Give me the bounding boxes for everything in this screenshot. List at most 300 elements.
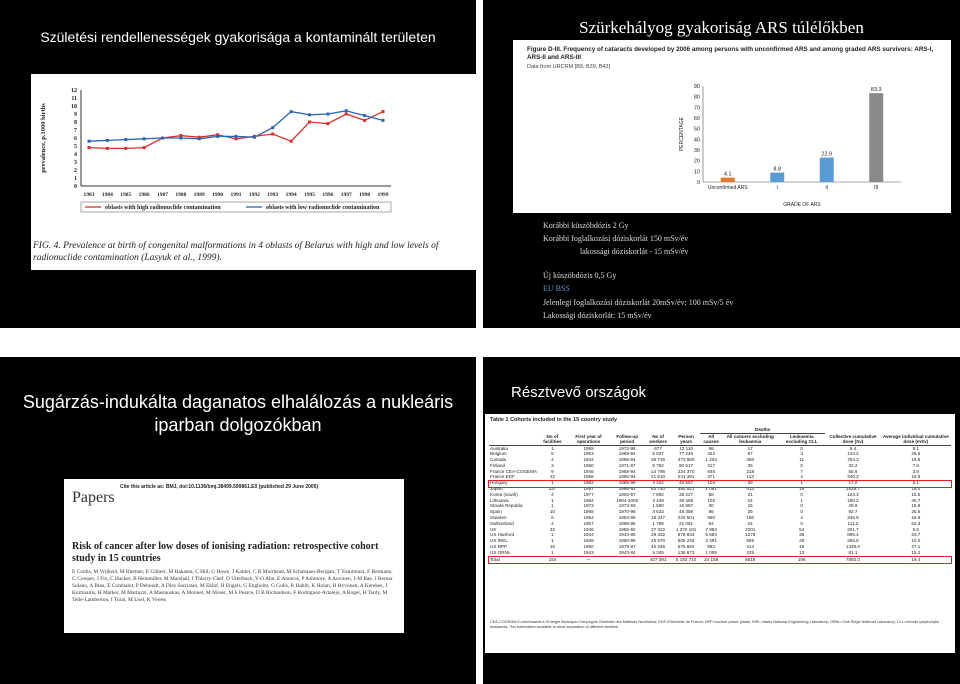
data-point xyxy=(253,136,256,139)
x-tick-label: 1990 xyxy=(212,192,224,198)
table-cell: 111.2 xyxy=(847,520,859,526)
table-cell: — xyxy=(586,556,591,562)
x-tick-label: 1988 xyxy=(175,192,187,198)
data-point xyxy=(143,146,146,149)
paper-title: Risk of cancer after low doses of ionising radiation: retrospective cohort study in 15 countries xyxy=(72,541,379,564)
x-tick-label: 1994 xyxy=(285,192,297,198)
slide-title: Sugárzás-indukálta daganatos elhalálozás a nukleáris iparban dolgozókban xyxy=(22,392,454,435)
table-cell: 1954 xyxy=(583,515,594,521)
table-cell: Korea (south) xyxy=(490,491,518,497)
table-cell: 6 xyxy=(551,515,554,521)
y-tick-label: 7 xyxy=(74,128,77,134)
table-cell: 32 xyxy=(549,526,555,532)
x-tick-label: 1984 xyxy=(101,192,113,198)
table-cell: 9 xyxy=(551,468,554,474)
table-cell: 136 673 xyxy=(677,549,695,555)
table-cell: 66 xyxy=(708,509,714,515)
table-cell: 895.4 xyxy=(847,532,859,538)
table-cell: 7892.0 xyxy=(845,556,860,562)
y-tick-label: 90 xyxy=(693,84,700,90)
x-tick-label: 1989 xyxy=(193,192,205,198)
table-cell: 81.1 xyxy=(848,549,858,555)
table-cell: 104 xyxy=(707,480,715,486)
table-cell: 0 xyxy=(800,503,803,509)
table-cell: 18.8 xyxy=(911,503,921,509)
table-cell: 1 091 xyxy=(705,486,717,492)
table-cell: 22 051 xyxy=(679,520,694,526)
table-cell: 40.7 xyxy=(911,497,921,503)
y-axis-label: PERCENTAGE xyxy=(679,116,685,152)
table-cell: Switzerland xyxy=(490,520,514,526)
table-cell: 1 009 xyxy=(705,549,717,555)
table-cell: 27.1 xyxy=(911,544,921,550)
table-cell: 180.2 xyxy=(847,497,859,503)
table-cell: 1984 xyxy=(583,497,594,503)
table-cell: 1 xyxy=(551,549,554,555)
y-tick-label: 20 xyxy=(693,158,700,165)
table-cell: 256.6 xyxy=(847,538,859,544)
table-cell: 36 736 xyxy=(651,457,666,463)
x-tick-label: Unconfirmed ARS xyxy=(707,185,748,191)
table-cell: 3 xyxy=(551,462,554,468)
data-point xyxy=(326,113,329,116)
table-cell: Lithuania xyxy=(490,497,509,503)
table-cell: 40 346 xyxy=(651,544,666,550)
data-point xyxy=(363,119,366,122)
table-cell: 123.3 xyxy=(847,491,859,497)
table-cell: 113 xyxy=(746,474,754,480)
table-cell: 24 xyxy=(747,520,753,526)
paper-section-label: Papers xyxy=(72,489,115,506)
y-tick-label: 80 xyxy=(693,94,700,101)
table-cell: 1984-2000 xyxy=(616,497,639,503)
data-point xyxy=(308,113,311,116)
table-cell: 1972-98 xyxy=(618,445,636,451)
table-cell: UK xyxy=(490,526,497,532)
malformation-line-chart xyxy=(31,74,476,238)
slide-title: Születési rendellenességek gyakorisága a kontaminált területen xyxy=(40,29,436,45)
table-cell: 677 xyxy=(654,445,662,451)
table-cell: Canada xyxy=(490,457,507,463)
table-cell: 4 429 xyxy=(652,497,664,503)
table-cell: 24 158 xyxy=(704,556,719,562)
column-header: Person years xyxy=(672,433,700,445)
column-header: All cancers excluding leukaemia xyxy=(722,433,778,445)
cohort-table xyxy=(489,427,951,562)
table-cell: 5.1 xyxy=(912,480,919,486)
table-cell: 1956 xyxy=(583,474,594,480)
table-cell: 18.2 xyxy=(911,486,921,492)
table-cell: 660 xyxy=(707,515,715,521)
y-tick-label: 6 xyxy=(74,136,77,142)
figure-caption: FIG. 4. Prevalence at birth of congenital malformations in 4 oblasts of Belarus with high and low levels of radionuclide contamination (Lasyuk et al., 1999). xyxy=(33,241,439,263)
data-point xyxy=(88,146,91,149)
table-cell: 18 347 xyxy=(651,515,666,521)
table-cell: 1 xyxy=(800,497,803,503)
x-tick-label: 1987 xyxy=(157,192,168,198)
table-cell: 1968-94 xyxy=(618,468,636,474)
x-tick-label: 1997 xyxy=(340,192,352,198)
legend-label-high: oblasts with high radionuclide contamination xyxy=(105,205,221,211)
table-cell: 1 590 xyxy=(652,503,664,509)
table-cell: 1982 xyxy=(583,480,594,486)
bar xyxy=(869,93,883,182)
table-cell: 7 892 xyxy=(652,491,664,497)
y-tick-label: 50 xyxy=(693,126,700,133)
table-cell: 4 xyxy=(551,457,554,463)
table-cell: 1 xyxy=(551,532,554,538)
table-cell: 1956-94 xyxy=(618,457,636,463)
info-line: Korábbi küszöbdózis 2 Gy xyxy=(543,221,629,230)
x-tick-label: II xyxy=(825,185,829,191)
table-cell: 10 xyxy=(549,509,555,515)
info-line: Korábbi foglalkozási dóziskorlát 150 mSv/év xyxy=(543,234,689,243)
malformation-figure xyxy=(31,74,476,270)
y-tick-label: 8 xyxy=(74,120,77,126)
info-line: Jelenlegi foglalkozási dóziskorlát 20mSv/év; 100 mSv/5 év xyxy=(543,298,734,307)
data-point xyxy=(161,137,164,140)
column-header: Average individual cumulative dose (mSv) xyxy=(881,433,951,445)
column-header xyxy=(489,433,538,445)
y-tick-label: 12 xyxy=(71,88,77,94)
table-cell: US NPP xyxy=(490,544,508,550)
table-cell: 4 xyxy=(800,474,803,480)
data-point xyxy=(124,138,127,141)
table-cell: 1944-86 xyxy=(618,532,636,538)
table-cell: 17.0 xyxy=(848,480,858,486)
table-cell: 90 517 xyxy=(679,462,694,468)
table-cell: 17 xyxy=(747,445,753,451)
table-cell: 3 491 xyxy=(705,538,717,544)
y-tick-label: 2 xyxy=(74,168,77,174)
table-cell: 25.5 xyxy=(911,509,921,515)
x-tick-label: I xyxy=(776,185,778,191)
table-cell: US INEL xyxy=(490,538,508,544)
table-cell: 77 246 xyxy=(679,451,694,457)
table-cell: 35 xyxy=(799,532,805,538)
y-tick-label: 10 xyxy=(71,104,77,110)
data-label: 83.3 xyxy=(870,87,882,94)
table-cell: 1960-95 xyxy=(618,538,636,544)
table-cell: 345.8 xyxy=(847,515,859,521)
table-cell: 15.2 xyxy=(911,549,921,555)
table-cell: 1338.0 xyxy=(845,544,860,550)
table-cell: 15 xyxy=(747,503,753,509)
table-cell: 24 xyxy=(747,497,753,503)
table-cell: Total xyxy=(490,556,500,562)
table-cell: 87 xyxy=(747,451,753,457)
table-cell: 1944 xyxy=(583,532,594,538)
table-cell: 314 xyxy=(746,544,755,550)
table-cell: 576 682 xyxy=(677,544,695,550)
table-cell: 350 521 xyxy=(677,486,695,492)
table-cell: 56 xyxy=(708,445,714,451)
x-tick-label: 1999 xyxy=(377,192,389,198)
data-point xyxy=(235,135,238,138)
data-label: 22.9 xyxy=(821,151,833,158)
table-cell: 8.1 xyxy=(912,445,919,451)
table-cell: 15 xyxy=(549,544,555,550)
table-cell: 1973 xyxy=(583,503,594,509)
table-cell: 1965-94 xyxy=(618,474,636,480)
slide-title: Szürkehályog gyakoriság ARS túlélőkben xyxy=(579,18,864,37)
data-point xyxy=(106,147,109,150)
table-cell: 1969-94 xyxy=(618,451,636,457)
data-point xyxy=(382,119,385,122)
table-cell: France EDF xyxy=(490,474,515,480)
table-cell: 201.7 xyxy=(847,526,859,532)
table-cell: 4 xyxy=(800,515,803,521)
table-cell: 224 370 xyxy=(677,468,695,474)
y-tick-label: 60 xyxy=(693,116,700,122)
table-cell: 1279 xyxy=(745,532,756,538)
table-cell: 1960 xyxy=(583,462,594,468)
table-cell: 3 322 xyxy=(652,480,664,486)
y-tick-label: 5 xyxy=(74,144,77,150)
table-cell: 754.3 xyxy=(847,457,859,463)
table-cell: 0 xyxy=(800,520,803,526)
table-caption: Table 1 Cohorts included in the 15 country study xyxy=(490,417,618,423)
table-cell: 1 370 101 xyxy=(675,526,697,532)
table-cell: 5 792 xyxy=(652,462,664,468)
table-cell: 5 xyxy=(551,451,554,457)
table-cell: 666 xyxy=(746,538,755,544)
x-tick-label: 1983 xyxy=(83,192,95,198)
table-cell: 25 570 xyxy=(651,538,666,544)
table-cell: 317 xyxy=(707,462,715,468)
column-header: Leukaemia excluding CLL xyxy=(778,433,825,445)
deaths-header: Deaths xyxy=(700,427,825,433)
table-cell: 5 345 xyxy=(652,549,664,555)
table-cell: 1 xyxy=(551,497,554,503)
x-tick-label: 1991 xyxy=(230,192,242,198)
table-cell: 1954-96 xyxy=(618,515,636,521)
data-point xyxy=(198,137,201,140)
table-cell: 1943-84 xyxy=(618,549,636,555)
table-cell: 13 xyxy=(799,549,805,555)
series-line xyxy=(89,112,383,149)
table-cell: 1944 xyxy=(583,457,594,463)
table-cell: 15.8 xyxy=(911,474,921,480)
info-line-eu: EU BSS xyxy=(543,284,570,293)
y-tick-label: 1 xyxy=(74,176,77,182)
data-point xyxy=(271,126,274,129)
column-header: Collective cumulative dose (Sv) xyxy=(825,433,880,445)
table-cell: 407 391 xyxy=(649,556,667,562)
table-cell: 10.0 xyxy=(911,538,921,544)
y-tick-label: 3 xyxy=(74,160,77,166)
table-cell: 0 xyxy=(800,462,803,468)
table-cell: 36 227 xyxy=(679,491,694,497)
cataract-bar-chart xyxy=(513,40,951,213)
table-cell: 30 xyxy=(708,503,714,509)
table-cell: 1971-97 xyxy=(618,462,636,468)
data-point xyxy=(382,110,385,113)
paper-excerpt xyxy=(64,479,404,633)
data-point xyxy=(308,121,311,124)
table-cell: 5 564 xyxy=(705,532,717,538)
table-cell: 1959 xyxy=(583,445,594,451)
slide-title: Résztvevő országok xyxy=(511,384,647,401)
table-cell: 15 997 xyxy=(679,503,694,509)
column-header: First year of operations xyxy=(567,433,610,445)
table-cell: Hungary xyxy=(490,480,508,486)
table-cell: 983 xyxy=(707,544,715,550)
table-cell: 1955-92 xyxy=(618,526,636,532)
table-cell: 1 204 xyxy=(705,457,717,463)
figure-source: Data from URCRM [B9, B39, B42] xyxy=(527,64,611,70)
data-point xyxy=(345,113,348,116)
table-cell: 340.2 xyxy=(847,474,859,480)
table-cell: 1960 xyxy=(583,544,594,550)
table-cell: 21 510 xyxy=(651,474,666,480)
table-cell: 322 xyxy=(707,451,715,457)
data-label: 4.1 xyxy=(723,171,732,178)
table-cell: 7 983 xyxy=(705,526,717,532)
table-cell: Belgium xyxy=(490,451,507,457)
table-cell: 241 391 xyxy=(677,474,695,480)
table-cell: 33.2 xyxy=(848,462,858,468)
table-cell: 678 833 xyxy=(677,532,695,538)
y-tick-label: 40 xyxy=(693,137,700,144)
table-cell: 1 xyxy=(551,503,554,509)
table-cell: 19 xyxy=(799,486,805,492)
y-tick-label: 10 xyxy=(693,169,700,176)
x-tick-label: 1992 xyxy=(248,192,260,198)
table-cell: 1985-96 xyxy=(618,480,636,486)
table-cell: 1977 xyxy=(583,491,594,497)
table-cell: 1 xyxy=(551,480,554,486)
table-cell: Japan xyxy=(490,486,503,492)
table-cell: 18.8 xyxy=(911,515,921,521)
table-cell: 220 501 xyxy=(677,515,695,521)
table-cell: US ORNL xyxy=(490,549,511,555)
x-tick-label: 1996 xyxy=(322,192,334,198)
table-cell: France CEA-COGEMA xyxy=(490,468,537,474)
table-cell: 1970-96 xyxy=(618,509,636,515)
table-cell: Australia xyxy=(490,445,508,451)
table-cell: 55.6 xyxy=(848,468,858,474)
data-label: 8.8 xyxy=(773,166,782,173)
table-cell: 154 xyxy=(548,556,557,562)
table-cell: 2201 xyxy=(745,526,756,532)
table-cell: 29.9 xyxy=(848,503,858,509)
table-cell: 46 358 xyxy=(679,509,694,515)
table-cell: 83 740 xyxy=(651,486,666,492)
table-cell: 1943 xyxy=(583,549,594,555)
table-cell: 3 xyxy=(800,451,803,457)
table-cell: Spain xyxy=(490,509,502,515)
table-cell: 28 xyxy=(799,538,805,544)
data-point xyxy=(271,133,274,136)
table-cell: 1969-95 xyxy=(618,520,636,526)
table-footnote: CEA-COGEMA=Commissariat à l'Energie Atomique-Compagnie Générale des Matières Nucléaires; EDF=Electricité de France; NPP=nuclear power plants; INEL=Idaho National Engineering Laboratory; ORNL=Oak Ridge National Laboratory; CLL=chronic lymphocytic leukaemia. *No information available to allow separation of different facilities. xyxy=(490,620,940,629)
x-tick-label: 1986 xyxy=(138,192,150,198)
data-point xyxy=(143,137,146,140)
table-cell: 1 xyxy=(800,480,803,486)
table-cell: 5 192 710 xyxy=(675,556,697,562)
table-cell: 38 458 xyxy=(679,497,694,503)
table-cell: 12 110 xyxy=(679,445,693,451)
table-cell: 0 xyxy=(800,509,803,515)
data-point xyxy=(290,140,293,143)
table-cell: 1 xyxy=(551,538,554,544)
table-cell: 196 xyxy=(797,556,806,562)
table-cell: 218 xyxy=(746,468,755,474)
info-line: Új küszöbdózis 0,5 Gy xyxy=(543,271,617,280)
y-tick-label: 9 xyxy=(74,112,77,118)
table-cell: 4 xyxy=(551,491,554,497)
table-cell: 58 xyxy=(708,491,714,497)
data-point xyxy=(290,110,293,113)
table-cell: 190 xyxy=(746,515,755,521)
data-point xyxy=(345,109,348,112)
table-cell: 1957 xyxy=(583,520,594,526)
table-cell: 15.5 xyxy=(911,491,921,497)
table-cell: 64 xyxy=(708,520,714,526)
table-cell: 29 332 xyxy=(651,532,666,538)
x-tick-label: 1993 xyxy=(267,192,279,198)
data-point xyxy=(216,135,219,138)
slide-malformations xyxy=(0,0,476,328)
table-cell: Slovak Republic xyxy=(490,503,523,509)
table-cell: 371 xyxy=(707,474,715,480)
data-point xyxy=(179,137,182,140)
cohort-table-figure xyxy=(485,414,955,653)
table-cell: 39 xyxy=(747,480,753,486)
table-cell: 1992-97 xyxy=(618,491,636,497)
table-cell: Sweden xyxy=(490,515,507,521)
column-header: Follow-up period xyxy=(610,433,644,445)
table-cell: 54 xyxy=(799,526,805,532)
table-cell: 92.7 xyxy=(848,509,858,515)
table-cell: 1979-97 xyxy=(618,544,636,550)
table-cell: 35 xyxy=(747,462,753,468)
table-cell: 4 xyxy=(551,520,554,526)
table-cell: 7 xyxy=(800,468,803,474)
table-cell: 102 xyxy=(707,497,715,503)
table-cell: 3.8 xyxy=(912,468,919,474)
y-tick-label: 11 xyxy=(71,96,77,102)
table-cell: 5 037 xyxy=(652,451,664,457)
table-cell: 25 xyxy=(747,509,753,515)
cataract-figure xyxy=(513,40,951,213)
table-cell: 337 xyxy=(548,486,557,492)
column-header: No of workers xyxy=(644,433,672,445)
paper-citation: Cite this article as: BMJ, doi:10.1136/bmj.38499.599861.E0 (published 29 June 2005) xyxy=(120,484,319,490)
data-point xyxy=(106,139,109,142)
bar xyxy=(820,158,834,182)
data-point xyxy=(363,114,366,117)
table-cell: 21 xyxy=(747,491,753,497)
y-tick-label: 0 xyxy=(696,180,700,186)
table-cell: 1 xyxy=(551,445,554,451)
table-cell: 1986-92 xyxy=(618,486,636,492)
hungary-highlight xyxy=(488,480,952,488)
table-cell: 1946 xyxy=(583,468,594,474)
table-cell: 134.2 xyxy=(847,451,859,457)
column-header: No of facilities xyxy=(538,433,567,445)
y-tick-label: 70 xyxy=(693,105,700,112)
y-tick-label: 30 xyxy=(693,148,700,154)
table-cell: 62.3 xyxy=(911,520,921,526)
table-cell: 37 322 xyxy=(651,526,666,532)
table-cell: 1968 xyxy=(583,509,594,515)
legend-label-low: oblasts with low radionuclide contamination xyxy=(266,205,380,211)
table-cell: 505 236 xyxy=(677,538,695,544)
table-cell: 400 xyxy=(746,457,755,463)
y-tick-label: 0 xyxy=(74,184,77,190)
